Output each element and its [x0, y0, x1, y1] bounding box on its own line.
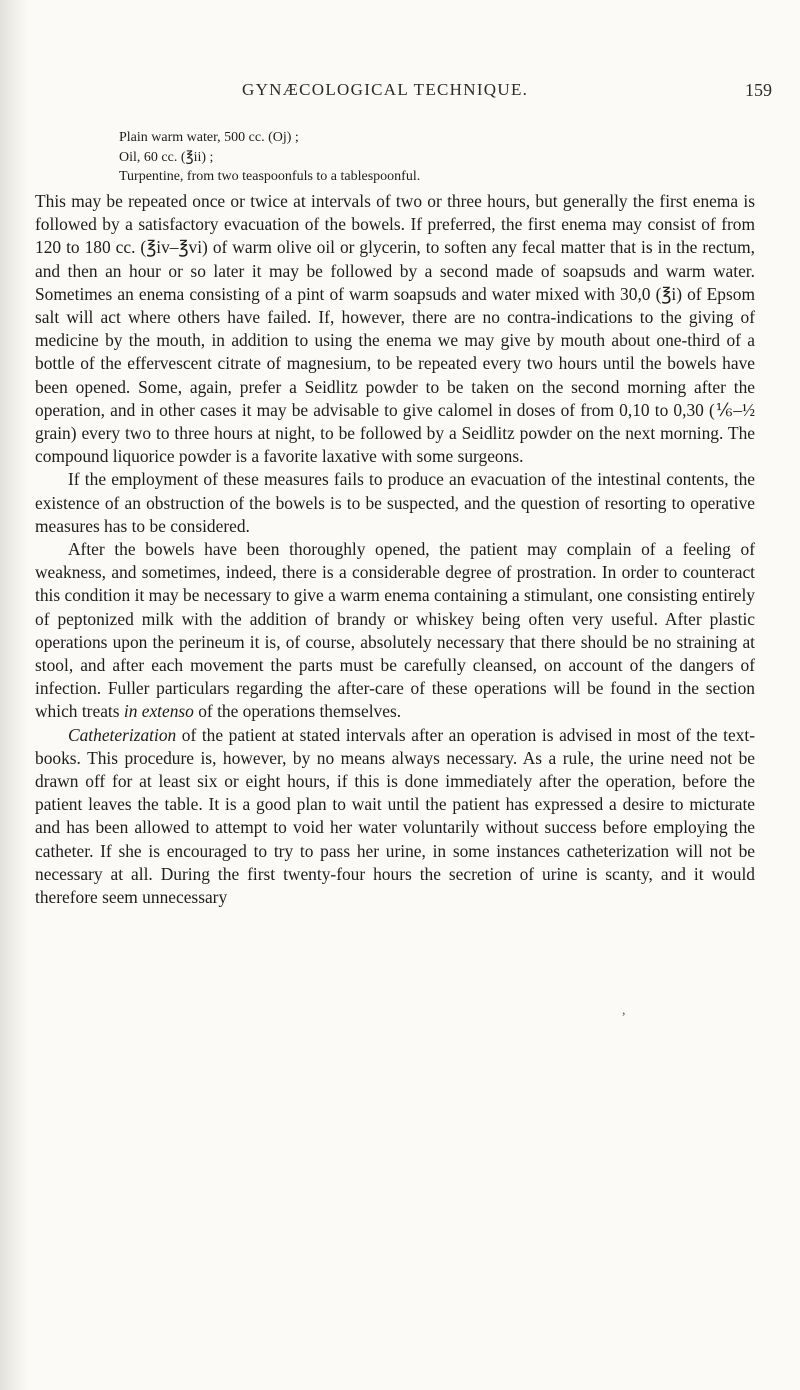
- enema-recipe: [119, 128, 739, 187]
- catheterization-text: of the patient at stated intervals after an operation is advised in most of the text-books. This procedure is, however, by no means always necessary. As a rule, the urine need not be drawn off for at least six or eight hours, if this is done immediately after the operation, before the patient leaves the table. It is a good plan to wait until the patient has expressed a desire to micturate and has been allowed to attempt to void her water voluntarily without success before employing the catheter. If she is encouraged to try to pass her urine, in some instances catheterization will not be necessary at all. During the first twenty-four hours the secretion of urine is scanty, and it would therefore seem unnecessary: [35, 724, 755, 908]
- page-number: 159: [745, 80, 772, 100]
- weakness-text-start: After the bowels have been thoroughly opened, the patient may complain of a feeling of weakness, and sometimes, indeed, there is a considerable degree of prostration. In order to counteract this condition it may be necessary to give a warm enema containing a stimulant, one consisting entirely of peptonized milk with the addition of brandy or whiskey being often very useful. After plastic operations upon the perineum it is, of course, absolutely necessary that there should be no straining at stool, and after each movement the parts must be carefully cleansed, on account of the dangers of infection. Fuller particulars regarding the after-care of these operations will be found in the section which treats: [35, 539, 755, 722]
- paragraph-enema-repetition: This may be repeated once or twice at intervals of two or three hours, but generally the first enema is followed by a satisfactory evacuation of the bowels. If preferred, the first enema may consist of from 120 to 180 cc. (℥iv–℥vi) of warm olive oil or glycerin, to soften any fecal matter that is in the rectum, and then an hour or so later it may be followed by a second made of soapsuds and warm water. Sometimes an enema consisting of a pint of warm soapsuds and water mixed with 30,0 (℥i) of Epsom salt will act where others have failed. If, however, there are no contra-indications to the giving of medicine by the mouth, in addition to using the enema we may give by mouth about one-third of a bottle of the effervescent citrate of magnesium, to be repeated every two hours until the bowels have been opened. Some, again, prefer a Seidlitz powder to be taken on the second morning after the operation, and in other cases it may be advisable to give calomel in doses of from 0,10 to 0,30 (⅙–½ grain) every two to three hours at night, to be followed by a Seidlitz powder on the next morning. The compound liquorice powder is a favorite laxative with some surgeons.: [35, 191, 755, 467]
- weakness-text-end: of the operations themselves.: [193, 701, 402, 722]
- body-text: [35, 190, 755, 909]
- paragraph-obstruction: If the employment of these measures fails to produce an evacuation of the intestinal contents, the existence of an obstruction of the bowels is to be suspected, and the question of resorting to operative measures has to be considered.: [35, 469, 755, 536]
- running-title: GYNÆCOLOGICAL TECHNIQUE.: [242, 80, 529, 99]
- recipe-line-oil: Oil, 60 cc. (℥ii) ;: [119, 149, 214, 165]
- recipe-line-turpentine: Turpentine, from two teaspoonfuls to a tablespoonful.: [119, 169, 421, 184]
- paragraph-weakness: [35, 538, 755, 724]
- page-gutter-shadow: [0, 0, 28, 1390]
- paragraph-catheterization: [35, 724, 755, 910]
- in-extenso-italic: in extenso: [123, 701, 194, 722]
- stray-mark: ,: [622, 1003, 626, 1018]
- page-header: [0, 80, 800, 104]
- catheterization-italic: Catheterization: [68, 724, 177, 745]
- recipe-line-water: Plain warm water, 500 cc. (Oj) ;: [119, 130, 299, 145]
